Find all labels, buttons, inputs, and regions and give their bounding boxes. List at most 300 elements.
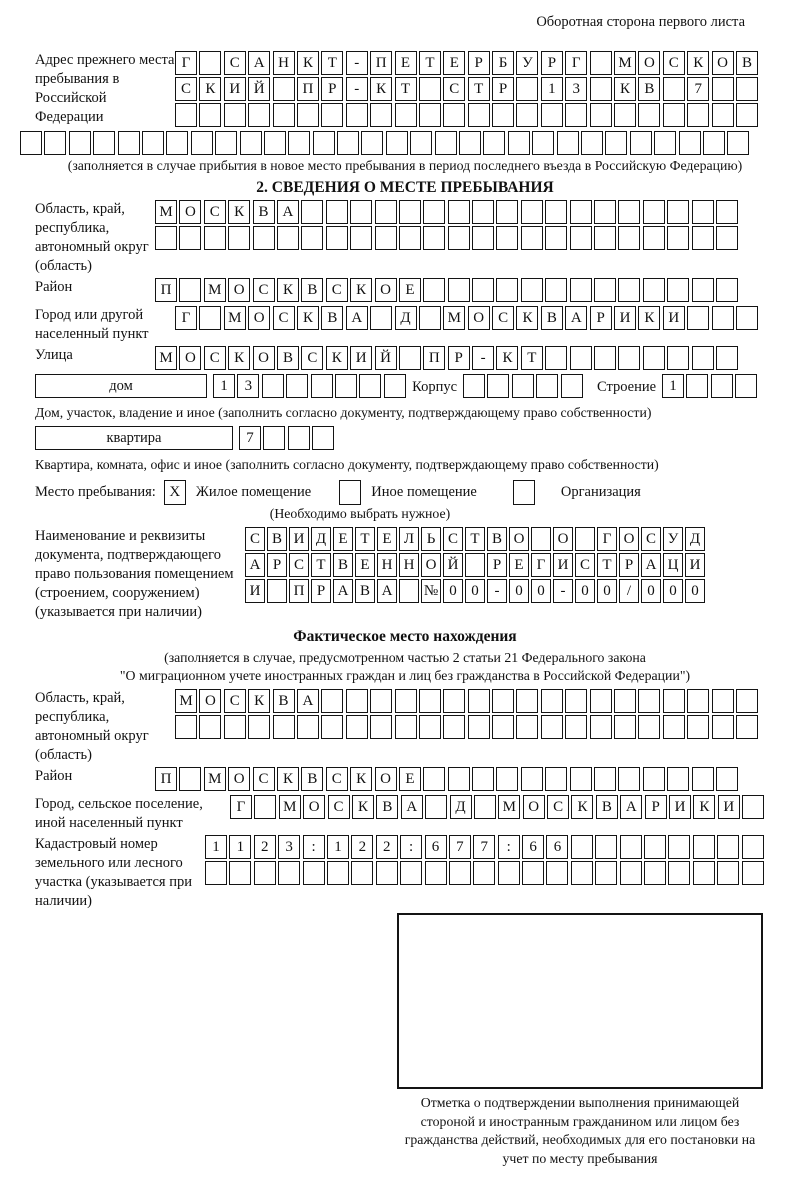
char-cell[interactable]: 6 <box>546 835 568 859</box>
char-cell[interactable] <box>536 374 558 398</box>
char-cell[interactable] <box>516 715 538 739</box>
char-cell[interactable] <box>463 374 485 398</box>
char-cell[interactable] <box>483 131 505 155</box>
char-cell[interactable]: К <box>228 200 250 224</box>
char-cell[interactable]: 3 <box>237 374 259 398</box>
char-cell[interactable]: 2 <box>351 835 373 859</box>
char-cell[interactable] <box>395 689 417 713</box>
char-cell[interactable]: Е <box>395 51 417 75</box>
char-cell[interactable] <box>594 346 616 370</box>
char-cell[interactable]: С <box>326 767 348 791</box>
char-cell[interactable] <box>496 226 518 250</box>
char-cell[interactable]: К <box>297 51 319 75</box>
char-cell[interactable]: Г <box>565 51 587 75</box>
char-cell[interactable]: П <box>370 51 392 75</box>
char-cell[interactable] <box>570 767 592 791</box>
char-cell[interactable] <box>594 226 616 250</box>
char-cell[interactable]: Р <box>541 51 563 75</box>
char-cell[interactable]: И <box>350 346 372 370</box>
char-cell[interactable] <box>618 767 640 791</box>
char-cell[interactable]: Г <box>175 306 197 330</box>
char-cell[interactable] <box>692 226 714 250</box>
char-cell[interactable] <box>423 200 445 224</box>
char-cell[interactable] <box>716 767 738 791</box>
char-cell[interactable] <box>179 767 201 791</box>
char-cell[interactable]: О <box>638 51 660 75</box>
char-cell[interactable]: Т <box>465 527 485 551</box>
char-cell[interactable] <box>93 131 115 155</box>
char-cell[interactable]: И <box>553 553 573 577</box>
char-cell[interactable]: А <box>620 795 642 819</box>
char-cell[interactable] <box>253 226 275 250</box>
char-cell[interactable] <box>736 77 758 101</box>
char-cell[interactable]: 0 <box>531 579 551 603</box>
char-cell[interactable]: В <box>355 579 375 603</box>
char-cell[interactable] <box>449 861 471 885</box>
char-cell[interactable] <box>590 689 612 713</box>
char-cell[interactable]: 1 <box>327 835 349 859</box>
char-cell[interactable] <box>693 835 715 859</box>
char-cell[interactable]: К <box>370 77 392 101</box>
char-cell[interactable]: Т <box>597 553 617 577</box>
char-cell[interactable]: В <box>301 278 323 302</box>
char-cell[interactable] <box>410 131 432 155</box>
char-cell[interactable] <box>630 131 652 155</box>
char-cell[interactable] <box>571 861 593 885</box>
char-cell[interactable]: И <box>685 553 705 577</box>
char-cell[interactable] <box>618 278 640 302</box>
char-cell[interactable]: Р <box>619 553 639 577</box>
char-cell[interactable] <box>565 689 587 713</box>
char-cell[interactable]: О <box>228 278 250 302</box>
char-cell[interactable] <box>346 103 368 127</box>
char-cell[interactable] <box>419 77 441 101</box>
char-cell[interactable]: К <box>693 795 715 819</box>
char-cell[interactable]: К <box>277 767 299 791</box>
char-cell[interactable] <box>712 689 734 713</box>
char-cell[interactable] <box>224 715 246 739</box>
char-cell[interactable]: С <box>492 306 514 330</box>
char-cell[interactable]: М <box>204 767 226 791</box>
char-cell[interactable] <box>667 346 689 370</box>
char-cell[interactable]: О <box>523 795 545 819</box>
char-cell[interactable] <box>487 374 509 398</box>
char-cell[interactable]: К <box>614 77 636 101</box>
char-cell[interactable]: В <box>277 346 299 370</box>
char-cell[interactable]: Г <box>230 795 252 819</box>
char-cell[interactable] <box>350 200 372 224</box>
char-cell[interactable] <box>229 861 251 885</box>
char-cell[interactable] <box>361 131 383 155</box>
char-cell[interactable]: Г <box>531 553 551 577</box>
char-cell[interactable] <box>370 306 392 330</box>
char-cell[interactable]: С <box>326 278 348 302</box>
char-cell[interactable]: С <box>641 527 661 551</box>
char-cell[interactable] <box>370 715 392 739</box>
char-cell[interactable] <box>301 226 323 250</box>
char-cell[interactable] <box>736 715 758 739</box>
checkbox-residential[interactable]: X <box>164 480 186 505</box>
char-cell[interactable] <box>663 103 685 127</box>
char-cell[interactable] <box>614 103 636 127</box>
char-cell[interactable] <box>399 200 421 224</box>
char-cell[interactable] <box>419 103 441 127</box>
char-cell[interactable] <box>166 131 188 155</box>
char-cell[interactable] <box>472 200 494 224</box>
char-cell[interactable] <box>516 689 538 713</box>
char-cell[interactable] <box>687 103 709 127</box>
char-cell[interactable] <box>620 861 642 885</box>
char-cell[interactable]: В <box>736 51 758 75</box>
char-cell[interactable]: Т <box>468 77 490 101</box>
char-cell[interactable]: С <box>253 278 275 302</box>
char-cell[interactable] <box>215 131 237 155</box>
char-cell[interactable]: Т <box>395 77 417 101</box>
char-cell[interactable] <box>717 861 739 885</box>
char-cell[interactable]: О <box>375 278 397 302</box>
char-cell[interactable] <box>303 861 325 885</box>
char-cell[interactable]: А <box>377 579 397 603</box>
char-cell[interactable]: К <box>228 346 250 370</box>
char-cell[interactable] <box>521 226 543 250</box>
char-cell[interactable]: 7 <box>687 77 709 101</box>
char-cell[interactable] <box>643 346 665 370</box>
char-cell[interactable] <box>199 306 221 330</box>
char-cell[interactable]: И <box>663 306 685 330</box>
char-cell[interactable] <box>264 131 286 155</box>
char-cell[interactable]: К <box>297 306 319 330</box>
char-cell[interactable] <box>492 715 514 739</box>
char-cell[interactable] <box>512 374 534 398</box>
char-cell[interactable] <box>614 689 636 713</box>
char-cell[interactable]: М <box>498 795 520 819</box>
char-cell[interactable] <box>473 861 495 885</box>
char-cell[interactable] <box>199 715 221 739</box>
char-cell[interactable] <box>472 278 494 302</box>
char-cell[interactable]: Р <box>487 553 507 577</box>
char-cell[interactable] <box>692 346 714 370</box>
char-cell[interactable]: М <box>224 306 246 330</box>
char-cell[interactable]: 0 <box>685 579 705 603</box>
char-cell[interactable] <box>425 861 447 885</box>
char-cell[interactable] <box>545 278 567 302</box>
char-cell[interactable] <box>532 131 554 155</box>
char-cell[interactable] <box>565 103 587 127</box>
char-cell[interactable] <box>370 103 392 127</box>
char-cell[interactable] <box>313 131 335 155</box>
char-cell[interactable] <box>228 226 250 250</box>
char-cell[interactable]: Е <box>399 767 421 791</box>
char-cell[interactable]: Т <box>419 51 441 75</box>
char-cell[interactable] <box>346 689 368 713</box>
char-cell[interactable] <box>179 226 201 250</box>
char-cell[interactable]: А <box>641 553 661 577</box>
char-cell[interactable]: Н <box>273 51 295 75</box>
char-cell[interactable] <box>712 103 734 127</box>
char-cell[interactable] <box>492 689 514 713</box>
char-cell[interactable]: С <box>253 767 275 791</box>
char-cell[interactable] <box>521 278 543 302</box>
char-cell[interactable] <box>175 715 197 739</box>
char-cell[interactable]: М <box>204 278 226 302</box>
char-cell[interactable] <box>199 103 221 127</box>
char-cell[interactable] <box>395 103 417 127</box>
char-cell[interactable]: Р <box>321 77 343 101</box>
char-cell[interactable] <box>472 226 494 250</box>
char-cell[interactable] <box>472 767 494 791</box>
char-cell[interactable]: С <box>245 527 265 551</box>
char-cell[interactable] <box>297 715 319 739</box>
char-cell[interactable]: 1 <box>662 374 684 398</box>
char-cell[interactable]: С <box>443 527 463 551</box>
char-cell[interactable] <box>288 426 310 450</box>
char-cell[interactable]: С <box>204 200 226 224</box>
char-cell[interactable]: Б <box>492 51 514 75</box>
char-cell[interactable]: П <box>155 278 177 302</box>
char-cell[interactable] <box>643 200 665 224</box>
char-cell[interactable] <box>668 835 690 859</box>
char-cell[interactable]: С <box>273 306 295 330</box>
char-cell[interactable] <box>735 374 757 398</box>
char-cell[interactable] <box>545 767 567 791</box>
char-cell[interactable] <box>142 131 164 155</box>
char-cell[interactable] <box>687 306 709 330</box>
char-cell[interactable] <box>297 103 319 127</box>
char-cell[interactable]: - <box>487 579 507 603</box>
char-cell[interactable] <box>663 715 685 739</box>
char-cell[interactable]: 6 <box>522 835 544 859</box>
char-cell[interactable] <box>638 689 660 713</box>
char-cell[interactable] <box>654 131 676 155</box>
char-cell[interactable] <box>496 278 518 302</box>
char-cell[interactable] <box>273 103 295 127</box>
char-cell[interactable]: К <box>516 306 538 330</box>
char-cell[interactable] <box>643 278 665 302</box>
char-cell[interactable] <box>273 715 295 739</box>
char-cell[interactable]: О <box>619 527 639 551</box>
char-cell[interactable] <box>350 226 372 250</box>
char-cell[interactable]: Т <box>355 527 375 551</box>
char-cell[interactable]: Й <box>375 346 397 370</box>
char-cell[interactable] <box>498 861 520 885</box>
char-cell[interactable] <box>687 715 709 739</box>
char-cell[interactable]: Е <box>509 553 529 577</box>
char-cell[interactable]: Р <box>645 795 667 819</box>
char-cell[interactable]: К <box>352 795 374 819</box>
char-cell[interactable]: А <box>565 306 587 330</box>
char-cell[interactable]: 6 <box>425 835 447 859</box>
char-cell[interactable]: В <box>541 306 563 330</box>
char-cell[interactable] <box>716 278 738 302</box>
char-cell[interactable] <box>595 861 617 885</box>
char-cell[interactable] <box>359 374 381 398</box>
char-cell[interactable] <box>204 226 226 250</box>
char-cell[interactable] <box>492 103 514 127</box>
char-cell[interactable]: А <box>333 579 353 603</box>
char-cell[interactable]: О <box>179 200 201 224</box>
char-cell[interactable] <box>570 200 592 224</box>
char-cell[interactable]: И <box>718 795 740 819</box>
char-cell[interactable] <box>351 861 373 885</box>
char-cell[interactable]: И <box>669 795 691 819</box>
char-cell[interactable] <box>468 715 490 739</box>
char-cell[interactable]: 0 <box>663 579 683 603</box>
char-cell[interactable]: П <box>289 579 309 603</box>
char-cell[interactable] <box>468 103 490 127</box>
char-cell[interactable]: 0 <box>465 579 485 603</box>
char-cell[interactable]: Р <box>492 77 514 101</box>
char-cell[interactable]: : <box>400 835 422 859</box>
char-cell[interactable]: Й <box>443 553 463 577</box>
char-cell[interactable] <box>395 715 417 739</box>
char-cell[interactable]: И <box>289 527 309 551</box>
char-cell[interactable]: М <box>175 689 197 713</box>
char-cell[interactable] <box>692 767 714 791</box>
char-cell[interactable]: 0 <box>575 579 595 603</box>
char-cell[interactable]: Е <box>399 278 421 302</box>
char-cell[interactable] <box>570 226 592 250</box>
char-cell[interactable]: С <box>443 77 465 101</box>
char-cell[interactable] <box>435 131 457 155</box>
char-cell[interactable] <box>667 278 689 302</box>
char-cell[interactable]: Г <box>175 51 197 75</box>
char-cell[interactable] <box>248 715 270 739</box>
char-cell[interactable] <box>546 861 568 885</box>
char-cell[interactable]: Д <box>450 795 472 819</box>
char-cell[interactable]: Р <box>590 306 612 330</box>
char-cell[interactable] <box>199 51 221 75</box>
char-cell[interactable] <box>522 861 544 885</box>
char-cell[interactable]: О <box>468 306 490 330</box>
char-cell[interactable] <box>590 715 612 739</box>
char-cell[interactable]: С <box>547 795 569 819</box>
char-cell[interactable]: 0 <box>443 579 463 603</box>
char-cell[interactable] <box>638 715 660 739</box>
char-cell[interactable] <box>638 103 660 127</box>
char-cell[interactable]: А <box>346 306 368 330</box>
char-cell[interactable]: Д <box>685 527 705 551</box>
char-cell[interactable]: 0 <box>597 579 617 603</box>
char-cell[interactable]: Т <box>521 346 543 370</box>
char-cell[interactable] <box>386 131 408 155</box>
char-cell[interactable]: О <box>253 346 275 370</box>
char-cell[interactable] <box>545 226 567 250</box>
char-cell[interactable]: А <box>277 200 299 224</box>
char-cell[interactable] <box>742 861 764 885</box>
char-cell[interactable] <box>419 715 441 739</box>
char-cell[interactable] <box>376 861 398 885</box>
char-cell[interactable]: № <box>421 579 441 603</box>
char-cell[interactable]: Н <box>399 553 419 577</box>
char-cell[interactable] <box>643 767 665 791</box>
char-cell[interactable] <box>423 278 445 302</box>
char-cell[interactable] <box>727 131 749 155</box>
char-cell[interactable]: С <box>328 795 350 819</box>
char-cell[interactable]: К <box>687 51 709 75</box>
char-cell[interactable]: - <box>346 51 368 75</box>
char-cell[interactable] <box>594 200 616 224</box>
char-cell[interactable] <box>643 226 665 250</box>
char-cell[interactable]: М <box>155 200 177 224</box>
char-cell[interactable] <box>496 767 518 791</box>
char-cell[interactable] <box>375 226 397 250</box>
char-cell[interactable]: О <box>179 346 201 370</box>
char-cell[interactable]: П <box>155 767 177 791</box>
char-cell[interactable] <box>118 131 140 155</box>
char-cell[interactable]: С <box>289 553 309 577</box>
char-cell[interactable]: 3 <box>278 835 300 859</box>
char-cell[interactable]: П <box>297 77 319 101</box>
char-cell[interactable] <box>448 278 470 302</box>
char-cell[interactable] <box>545 346 567 370</box>
char-cell[interactable] <box>679 131 701 155</box>
char-cell[interactable]: К <box>571 795 593 819</box>
char-cell[interactable] <box>644 835 666 859</box>
char-cell[interactable] <box>712 715 734 739</box>
char-cell[interactable]: - <box>553 579 573 603</box>
char-cell[interactable]: 1 <box>229 835 251 859</box>
char-cell[interactable] <box>384 374 406 398</box>
char-cell[interactable] <box>423 767 445 791</box>
char-cell[interactable]: О <box>228 767 250 791</box>
char-cell[interactable] <box>423 226 445 250</box>
char-cell[interactable] <box>667 226 689 250</box>
char-cell[interactable] <box>687 689 709 713</box>
char-cell[interactable] <box>565 715 587 739</box>
char-cell[interactable]: М <box>614 51 636 75</box>
char-cell[interactable]: 0 <box>509 579 529 603</box>
char-cell[interactable] <box>254 861 276 885</box>
char-cell[interactable]: О <box>375 767 397 791</box>
char-cell[interactable] <box>618 226 640 250</box>
char-cell[interactable] <box>711 374 733 398</box>
char-cell[interactable] <box>516 103 538 127</box>
char-cell[interactable]: В <box>321 306 343 330</box>
char-cell[interactable]: И <box>245 579 265 603</box>
char-cell[interactable]: Р <box>448 346 470 370</box>
char-cell[interactable] <box>575 527 595 551</box>
char-cell[interactable]: 0 <box>641 579 661 603</box>
char-cell[interactable]: 2 <box>376 835 398 859</box>
char-cell[interactable]: С <box>224 689 246 713</box>
char-cell[interactable]: П <box>423 346 445 370</box>
char-cell[interactable] <box>521 200 543 224</box>
char-cell[interactable] <box>419 306 441 330</box>
char-cell[interactable] <box>155 226 177 250</box>
char-cell[interactable]: К <box>496 346 518 370</box>
char-cell[interactable] <box>465 553 485 577</box>
char-cell[interactable]: У <box>663 527 683 551</box>
char-cell[interactable]: Е <box>333 527 353 551</box>
char-cell[interactable]: - <box>346 77 368 101</box>
char-cell[interactable]: О <box>248 306 270 330</box>
char-cell[interactable] <box>321 689 343 713</box>
char-cell[interactable] <box>459 131 481 155</box>
char-cell[interactable] <box>425 795 447 819</box>
char-cell[interactable]: 3 <box>565 77 587 101</box>
char-cell[interactable] <box>267 579 287 603</box>
char-cell[interactable]: С <box>175 77 197 101</box>
char-cell[interactable] <box>205 861 227 885</box>
char-cell[interactable]: В <box>333 553 353 577</box>
char-cell[interactable] <box>594 278 616 302</box>
char-cell[interactable]: Т <box>321 51 343 75</box>
char-cell[interactable] <box>263 426 285 450</box>
char-cell[interactable]: Д <box>311 527 331 551</box>
char-cell[interactable] <box>399 346 421 370</box>
char-cell[interactable]: С <box>663 51 685 75</box>
char-cell[interactable]: О <box>553 527 573 551</box>
